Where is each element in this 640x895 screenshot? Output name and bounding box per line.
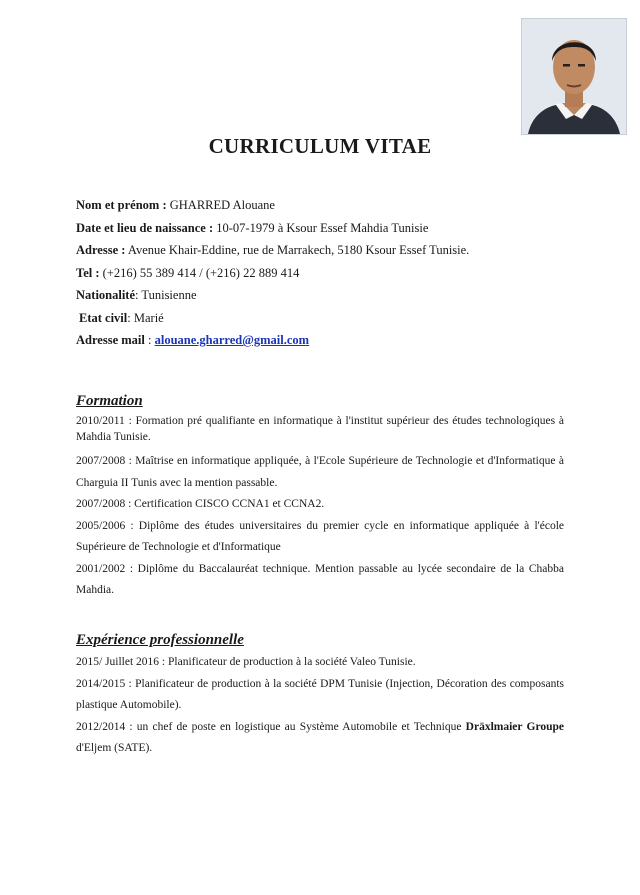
nationality-row xyxy=(76,284,576,307)
formation-entry: 2005/2006 : Diplôme des études universitaires du premier cycle en informatique appliquée à l'école Supérieure de Technologie et d'Informatique xyxy=(76,519,564,553)
experience-entry-text: 2012/2014 : un chef de poste en logistique au Système Automobile et Technique xyxy=(76,720,466,733)
company-name: Dräxlmaier Groupe xyxy=(465,720,564,733)
nationality-label: Nationalité xyxy=(76,288,136,302)
document-title: CURRICULUM VITAE xyxy=(208,134,432,158)
formation-entry: 2010/2011 : Formation pré qualifiante en informatique à l'institut supérieur des études technologiques à Mahdia Tunisie. xyxy=(76,415,564,443)
name-label: Nom et prénom : xyxy=(76,198,167,212)
email-row xyxy=(76,329,576,352)
tel-label: Tel : xyxy=(76,265,100,280)
experience-entry: 2014/2015 : Planificateur de production à la société DPM Tunisie (Injection, Décoration des composants plastique Automobile). xyxy=(76,677,564,711)
birth-label: Date et lieu de naissance : xyxy=(76,220,214,235)
formation-heading: Formation xyxy=(76,393,143,409)
address-value: Avenue Khair-Eddine, rue de Marrakech, 5180 Ksour Essef Tunisie. xyxy=(125,243,470,257)
personal-info xyxy=(76,194,576,352)
person-portrait-icon xyxy=(522,19,626,134)
address-row xyxy=(76,239,576,262)
name-value: GHARRED Alouane xyxy=(166,198,275,212)
civil-status-row xyxy=(76,307,576,330)
email-separator: : xyxy=(144,333,155,347)
experience-heading: Expérience professionnelle xyxy=(76,632,244,648)
experience-entry xyxy=(76,717,564,760)
nationality-value: : Tunisienne xyxy=(135,288,197,302)
birth-row xyxy=(76,217,576,240)
tel-row xyxy=(76,262,576,285)
formation-section xyxy=(76,393,564,602)
formation-entry: 2007/2008 : Maîtrise en informatique appliquée, à l'Ecole Supérieure de Technologie et d'Informatique à Charguia II Tunis avec la mention passable. xyxy=(76,455,564,489)
email-label: Adresse mail xyxy=(76,333,145,347)
birth-value: 10-07-1979 à Ksour Essef Mahdia Tunisie xyxy=(213,220,429,235)
experience-entry: 2015/ Juillet 2016 : Planificateur de production à la société Valeo Tunisie. xyxy=(76,656,416,668)
formation-entry: 2007/2008 : Certification CISCO CCNA1 et CCNA2. xyxy=(76,498,325,510)
tel-value: (+216) 55 389 414 / (+216) 22 889 414 xyxy=(99,265,300,280)
address-label: Adresse : xyxy=(76,243,126,257)
experience-entry-text: d'Eljem (SATE). xyxy=(76,742,153,754)
civil-status-value: : Marié xyxy=(127,310,164,325)
profile-photo xyxy=(521,18,627,135)
experience-section xyxy=(76,632,564,760)
civil-status-label: Etat civil xyxy=(79,310,128,325)
name-row xyxy=(76,194,576,217)
formation-entry: 2001/2002 : Diplôme du Baccalauréat technique. Mention passable au lycée secondaire de la Chabba Mahdia. xyxy=(76,562,564,596)
email-link[interactable]: alouane.gharred@gmail.com xyxy=(154,333,310,347)
